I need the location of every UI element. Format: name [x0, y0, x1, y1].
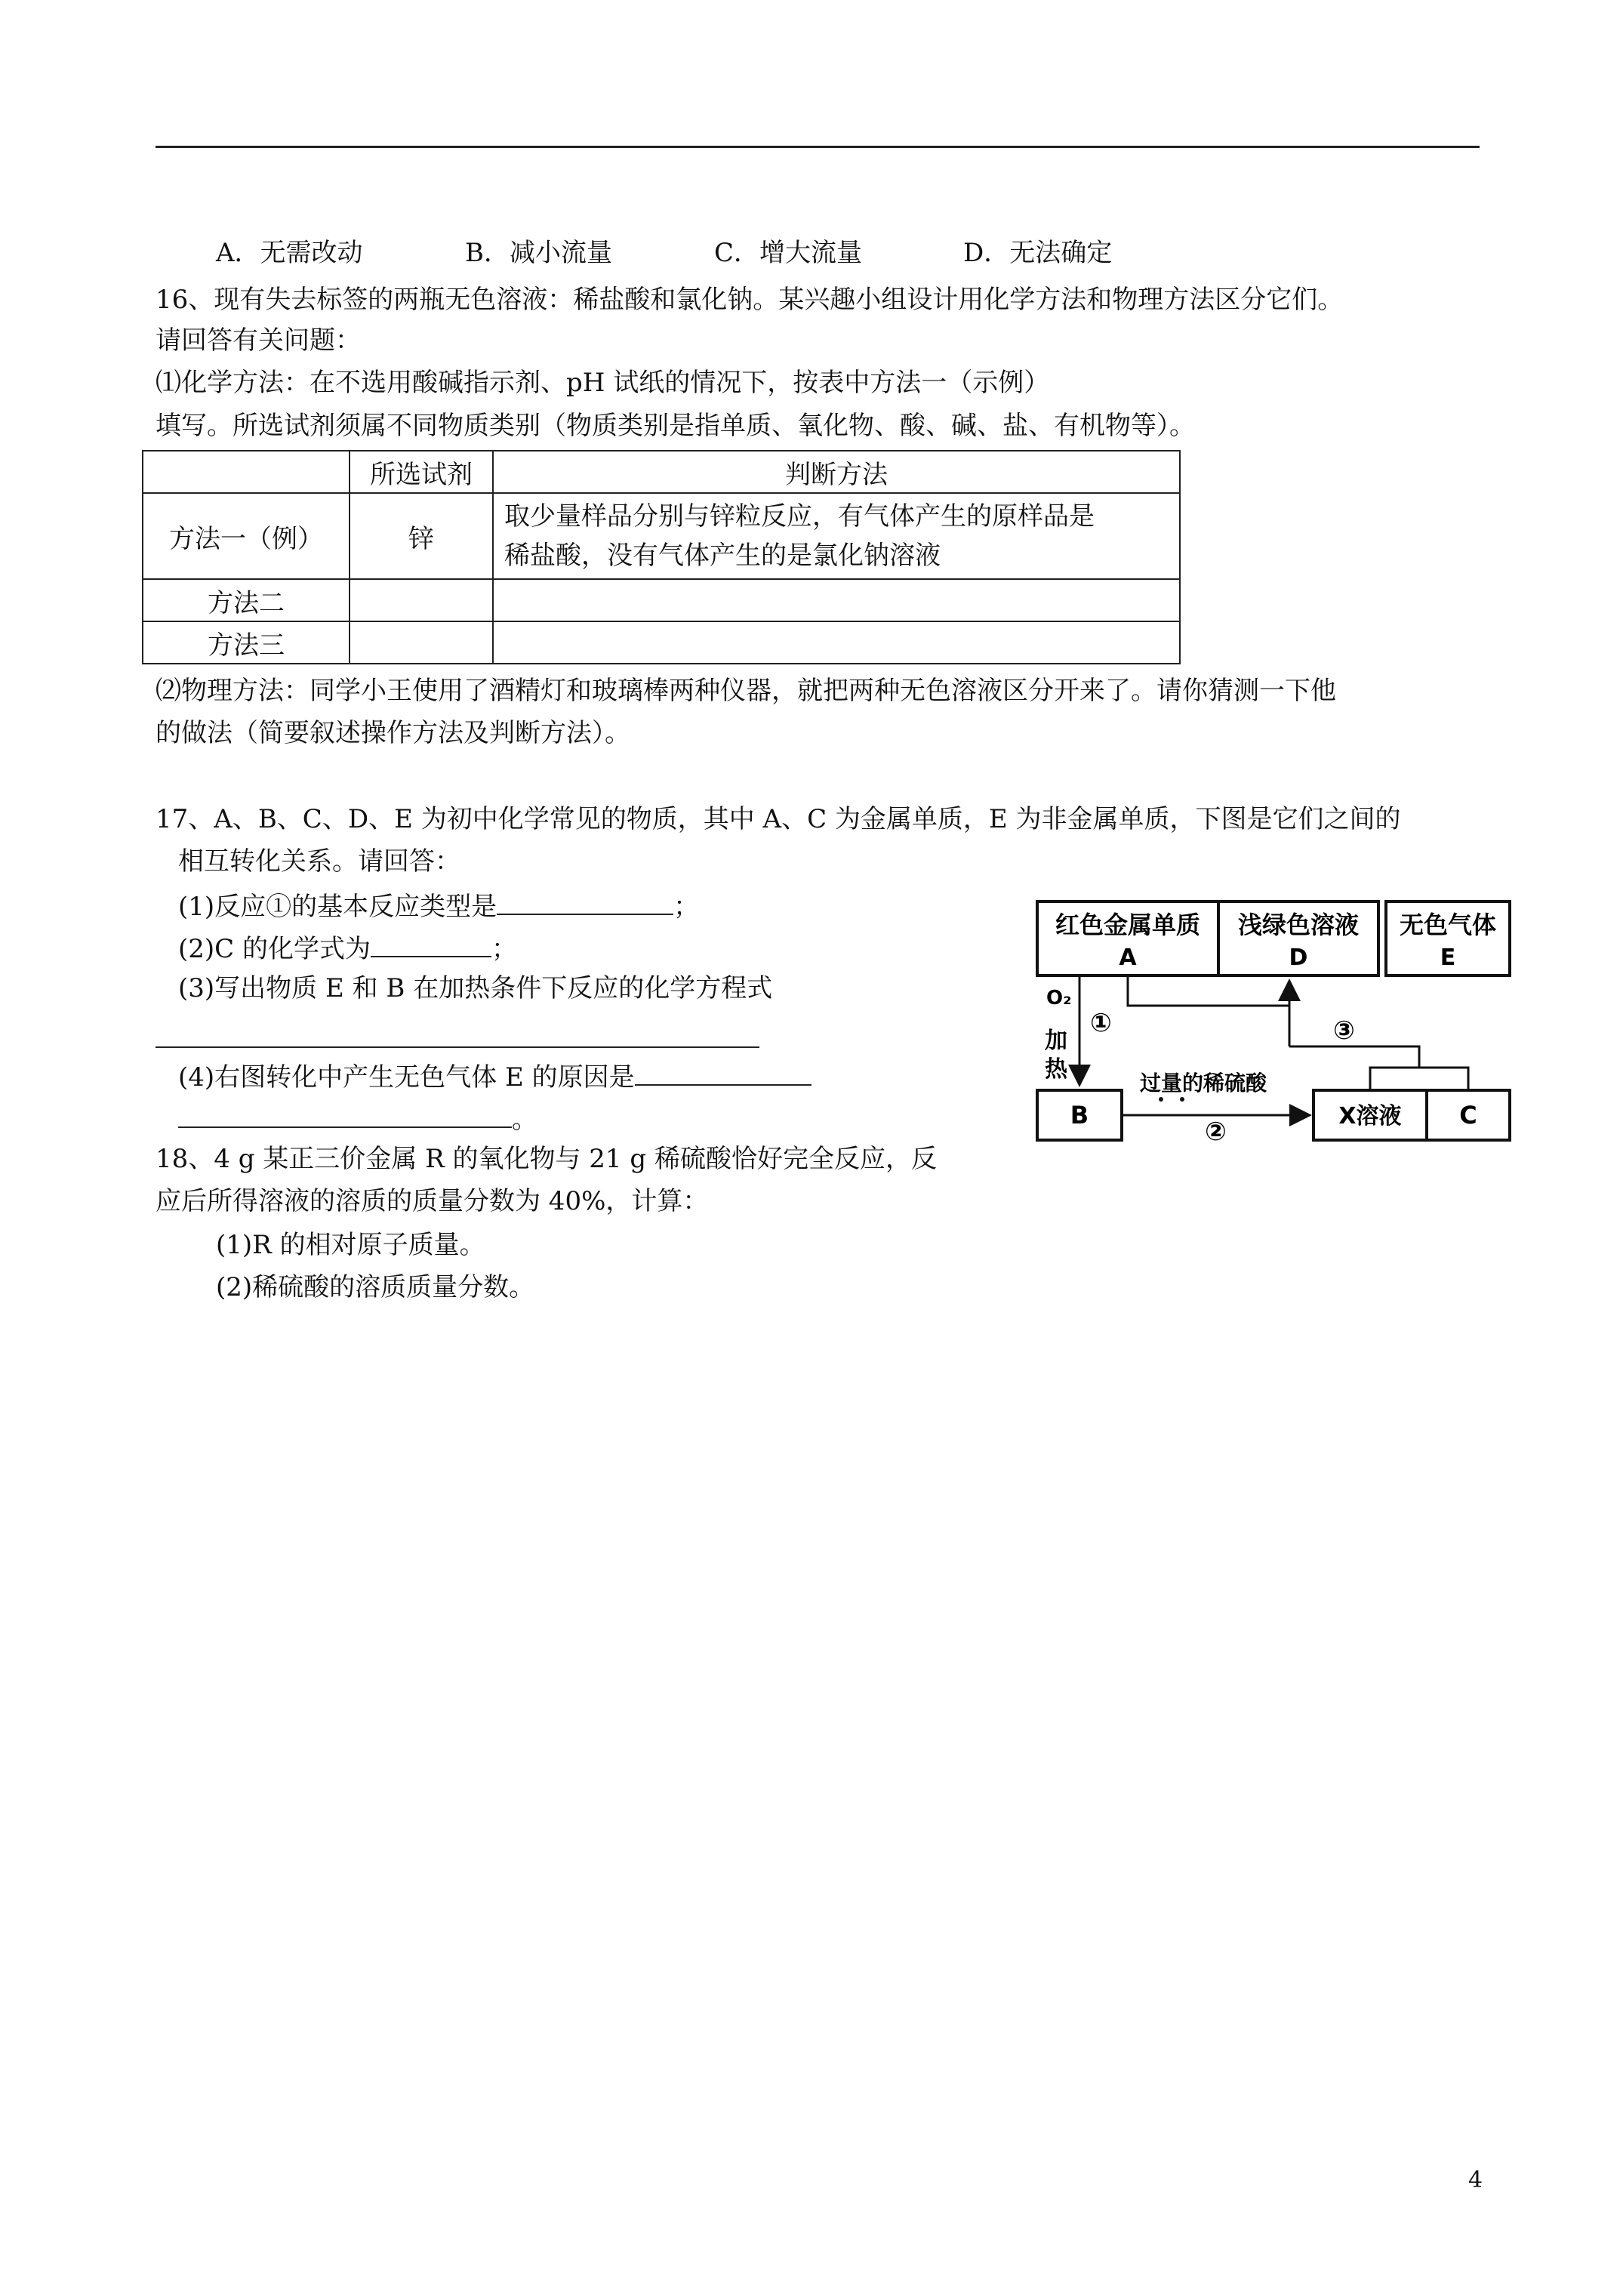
label-heat-1: 加: [1045, 1028, 1067, 1054]
table-cell-reagent-answer[interactable]: [350, 579, 493, 621]
q17-sub4: [178, 1062, 812, 1093]
q17-sub4-answer-blank[interactable]: [635, 1062, 812, 1086]
q17-stem-line1: 17、A、B、C、D、E 为初中化学常见的物质，其中 A、C 为金属单质，E 为非金属单质，下图是它们之间的: [156, 804, 1401, 834]
q16-part1-line2: 填写。所选试剂须属不同物质类别（物质类别是指单质、氧化物、酸、碱、盐、有机物等）。: [156, 411, 1195, 441]
box-a-label: 红色金属单质: [1055, 911, 1201, 939]
q16-stem-line2: 请回答有关问题：: [156, 325, 361, 356]
box-x-label: X溶液: [1338, 1103, 1402, 1130]
page-number: 4: [1468, 2167, 1483, 2193]
q18-stem-line1: 18、4 g 某正三价金属 R 的氧化物与 21 g 稀硫酸恰好完全反应，反: [156, 1144, 937, 1174]
table-cell-method: 方法二: [143, 579, 350, 621]
label-heat-2: 热: [1045, 1056, 1067, 1083]
table-cell-method: 方法三: [143, 621, 350, 664]
connector-to-d: [1289, 1046, 1419, 1068]
table-cell-judgement: [493, 493, 1180, 579]
q17-sub4-text: (4)右图转化中产生无色气体 E 的原因是: [178, 1062, 635, 1093]
box-d-letter: D: [1289, 945, 1308, 971]
q17-sub1: [178, 891, 699, 920]
table-cell-judgement-answer[interactable]: [493, 579, 1180, 621]
table-row: [143, 493, 1180, 579]
q17-stem-line2: 相互转化关系。请回答：: [178, 846, 460, 877]
q18-sub2: (2)稀硫酸的溶质质量分数。: [216, 1272, 535, 1302]
box-b-label: B: [1070, 1101, 1089, 1130]
q17-sub4-answer-blank-2[interactable]: [178, 1104, 512, 1128]
label-acid: 过量的稀硫酸: [1140, 1071, 1267, 1096]
q17-sub3: (3)写出物质 E 和 B 在加热条件下反应的化学方程式: [178, 973, 773, 1003]
label-reaction-2: ②: [1205, 1117, 1227, 1147]
q16-methods-table: [142, 450, 1181, 664]
q16-part1-line1: ⑴化学方法：在不选用酸碱指示剂、pH 试纸的情况下，按表中方法一（示例）: [156, 368, 1050, 398]
bracket-x-c: [1370, 1068, 1468, 1090]
q16-part2-line1: ⑵物理方法：同学小王使用了酒精灯和玻璃棒两种仪器，就把两种无色溶液区分开来了。请你猜测一下他: [156, 676, 1336, 706]
q17-sub1-answer-blank[interactable]: [497, 891, 673, 915]
q17-sub4-cont: [178, 1104, 537, 1133]
box-d-label: 浅绿色溶液: [1237, 911, 1360, 939]
box-a-letter: A: [1119, 945, 1137, 971]
q17-sub2: [178, 933, 517, 962]
q18-sub1: (1)R 的相对原子质量。: [216, 1230, 485, 1260]
q17-sub2-end: ；: [491, 934, 517, 964]
judgement-line2: 稀盐酸，没有气体产生的是氯化钠溶液: [504, 541, 941, 571]
judgement-line1: 取少量样品分别与锌粒反应，有气体产生的原样品是: [504, 501, 1095, 532]
q17-sub2-text: (2)C 的化学式为: [178, 934, 371, 964]
header-rule: [156, 146, 1480, 148]
table-row: [143, 579, 1180, 621]
table-header-reagent: 所选试剂: [350, 451, 493, 493]
q17-sub1-end: ；: [673, 892, 700, 922]
q18-stem-line2: 应后所得溶液的溶质的质量分数为 40%，计算：: [156, 1186, 709, 1216]
label-reaction-1: ①: [1090, 1008, 1112, 1038]
table-header-empty: [143, 451, 350, 493]
table-header-row: [143, 451, 1180, 493]
table-header-judgement: 判断方法: [493, 451, 1180, 493]
connector-a-branch: [1128, 975, 1289, 1006]
q15-options: [216, 240, 1112, 266]
q17-transformation-diagram: [1027, 891, 1517, 1148]
box-e-letter: E: [1440, 945, 1456, 971]
q17-sub3-answer-line[interactable]: [156, 1046, 759, 1048]
table-cell-reagent: 锌: [350, 493, 493, 579]
table-cell-method: 方法一（例）: [143, 493, 350, 579]
q17-sub4-end: 。: [512, 1105, 537, 1135]
emphasis-dot-2: [1180, 1097, 1184, 1102]
table-cell-judgement-answer[interactable]: [493, 621, 1180, 664]
q15-option-c: C．增大流量: [714, 238, 863, 268]
q17-sub1-text: (1)反应①的基本反应类型是: [178, 892, 497, 922]
q15-option-d: D．无法确定: [963, 238, 1113, 268]
label-o2: O₂: [1046, 987, 1072, 1009]
box-c-label: C: [1459, 1101, 1477, 1130]
q15-option-b: B．减小流量: [465, 238, 612, 268]
q17-sub2-answer-blank[interactable]: [371, 933, 491, 957]
q15-option-a: A．无需改动: [216, 238, 363, 268]
q16-stem-line1: 16、现有失去标签的两瓶无色溶液：稀盐酸和氯化钠。某兴趣小组设计用化学方法和物理方法区分它们。: [156, 285, 1344, 315]
label-reaction-3: ③: [1333, 1015, 1355, 1046]
emphasis-dot-1: [1159, 1097, 1163, 1102]
table-cell-reagent-answer[interactable]: [350, 621, 493, 664]
box-e-label: 无色气体: [1399, 911, 1497, 939]
q16-part2-line2: 的做法（简要叙述操作方法及判断方法）。: [156, 718, 630, 748]
table-row: [143, 621, 1180, 664]
